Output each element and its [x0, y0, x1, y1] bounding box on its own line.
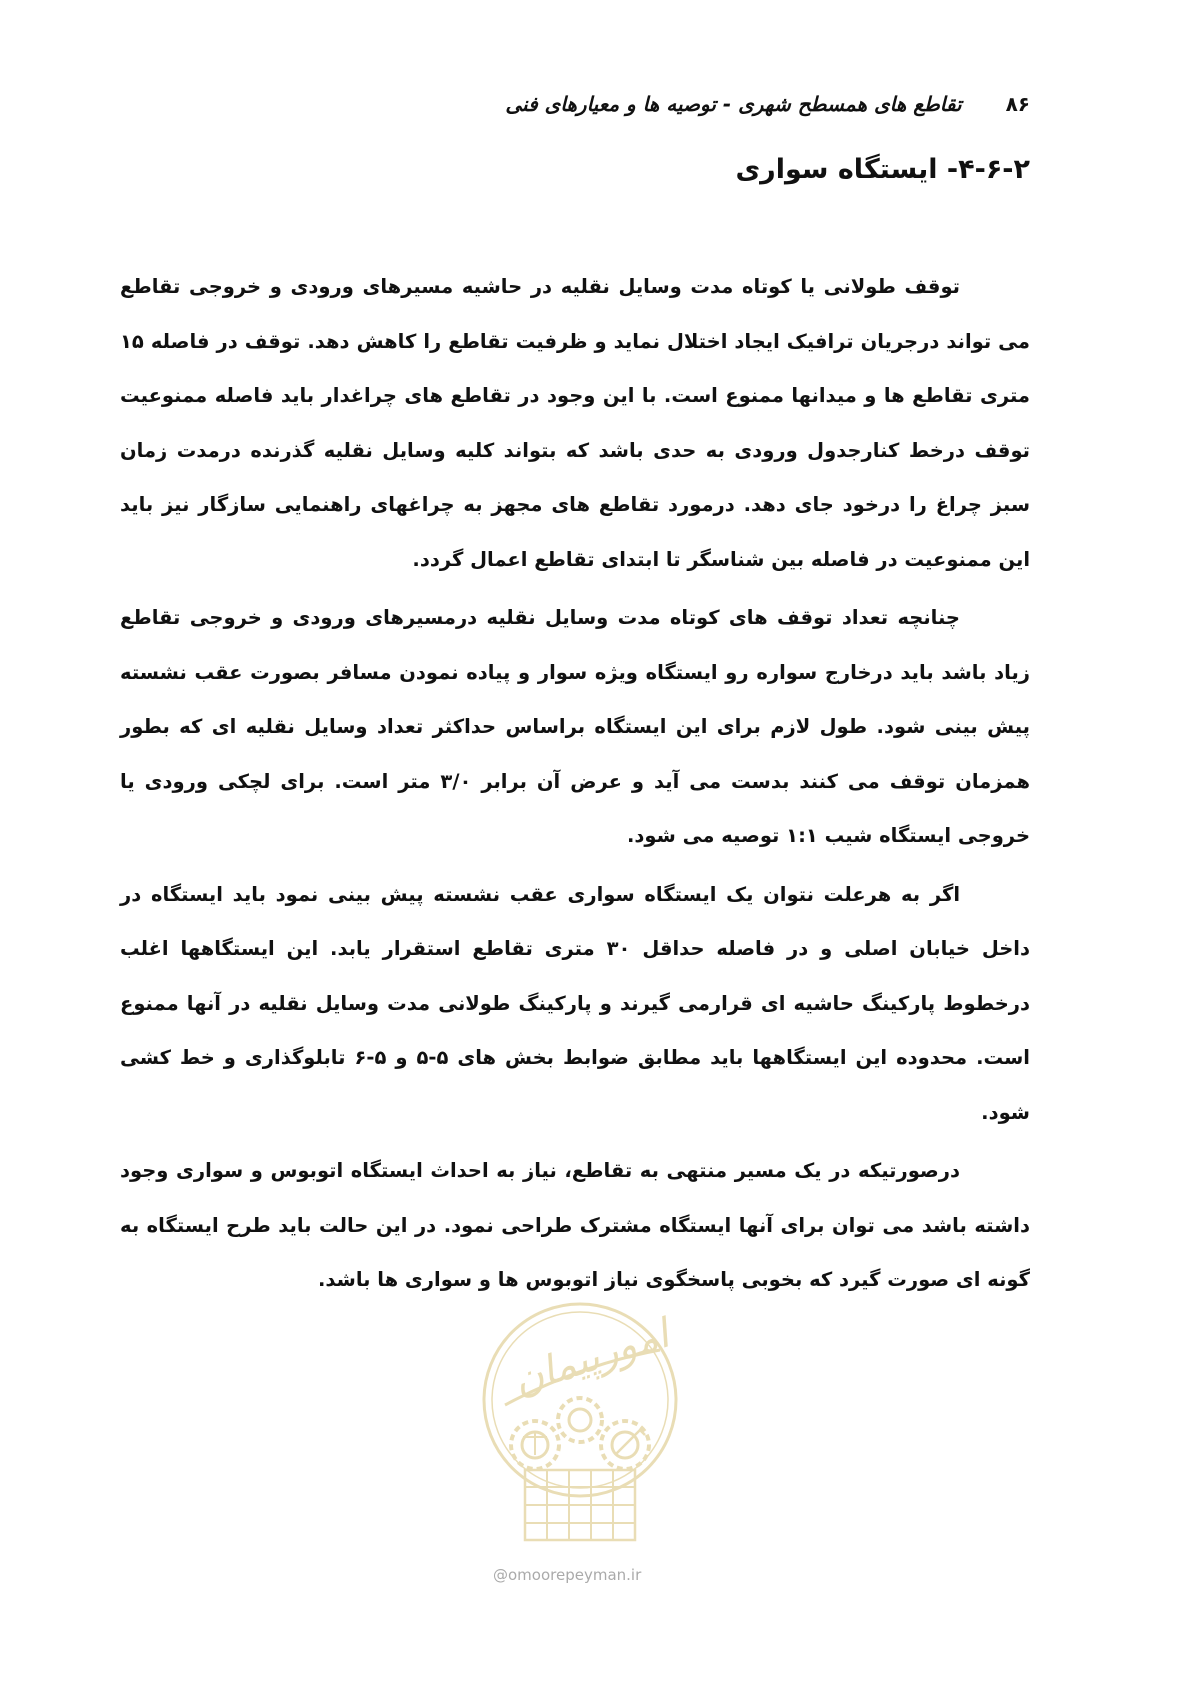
running-header: [160, 84, 1030, 124]
paragraph: اگر به هرعلت نتوان یک ایستگاه سواری عقب نشسته پیش بینی نمود باید ایستگاه در داخل خیابان اصلی و در فاصله حداقل ۳۰ متری تقاطع استقرار یابد. این ایستگاهها اغلب درخطوط پارکینگ حاشیه ای قرارمی گیرند و پارکینگ طولانی مدت وسایل نقلیه در آنها ممنوع است. محدوده این ایستگاهها باید مطابق ضوابط بخش های ۵-۵ و ۵-۶ تابلوگذاری و خط کشی شود.: [120, 882, 1030, 1124]
watermark-url: @omoorepeyman.ir: [493, 1566, 642, 1584]
section-heading: ۴-۶-۲- ایستگاه سواری: [735, 154, 1030, 185]
body-text: [120, 260, 1030, 1312]
watermark-logo: [475, 1295, 685, 1565]
running-title: تقاطع های همسطح شهری - توصیه ها و معیارهای فنی: [505, 92, 962, 116]
page-number: ۸۶: [1005, 92, 1030, 116]
paragraph: توقف طولانی یا کوتاه مدت وسایل نقلیه در حاشیه مسیرهای ورودی و خروجی تقاطع می تواند درجریان ترافیک ایجاد اختلال نماید و ظرفیت تقاطع را کاهش دهد. توقف در فاصله ۱۵ متری تقاطع ها و میدانها ممنوع است. با این وجود در تقاطع های چراغدار باید فاصله ممنوعیت توقف درخط کنارجدول ورودی به حدی باشد که بتواند کلیه وسایل نقلیه گذرنده درمدت زمان سبز چراغ را درخود جای دهد. درمورد تقاطع های مجهز به چراغهای راهنمایی سازگار نیز باید این ممنوعیت در فاصله بین شناسگر تا ابتدای تقاطع اعمال گردد.: [120, 275, 1030, 571]
paragraph: درصورتیکه در یک مسیر منتهی به تقاطع، نیاز به احداث ایستگاه اتوبوس و سواری وجود داشته باشد می توان برای آنها ایستگاه مشترک طراحی نمود. در این حالت باید طرح ایستگاه به گونه ای صورت گیرد که بخوبی پاسخگوی نیاز اتوبوس ها و سواری ها باشد.: [120, 1159, 1030, 1291]
paragraph: چنانچه تعداد توقف های کوتاه مدت وسایل نقلیه درمسیرهای ورودی و خروجی تقاطع زیاد باشد باید درخارج سواره رو ایستگاه ویژه سوار و پیاده نمودن مسافر بصورت عقب نشسته پیش بینی شود. طول لازم برای این ایستگاه براساس حداکثر تعداد وسایل نقلیه ای که بطور همزمان توقف می کنند بدست می آید و عرض آن برابر ۳/۰ متر است. برای لچکی ورودی یا خروجی ایستگاه شیب ۱:۱ توصیه می شود.: [120, 606, 1030, 847]
watermark-logo-text: امورپیمان: [507, 1310, 675, 1405]
